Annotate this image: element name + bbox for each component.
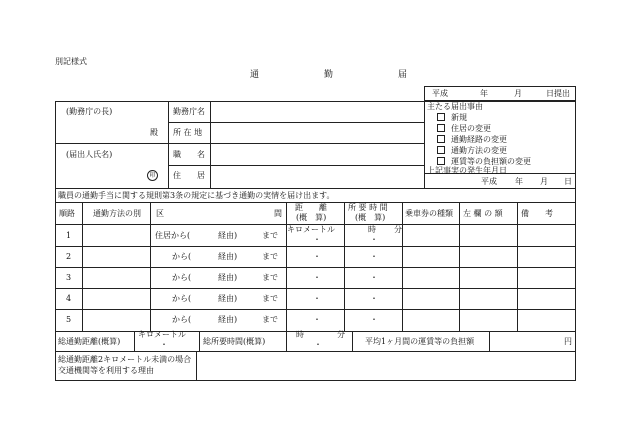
decimal-dot: ・ — [370, 235, 378, 244]
col-remarks: 備 考 — [521, 209, 553, 218]
col-section-right: 間 — [274, 209, 282, 218]
row-route: 経由) — [218, 231, 238, 240]
row-number: 5 — [66, 315, 72, 324]
honorific-label: 殿 — [150, 128, 158, 137]
reason-item[interactable]: 通勤経路の変更 — [437, 135, 507, 145]
fare-label: 平均1ヶ月間の運賃等の負担額 — [365, 337, 475, 346]
row-from: から( — [172, 294, 192, 303]
row-to: まで — [262, 315, 278, 324]
total-distance-label: 総通勤距離(概算) — [58, 337, 121, 346]
occurrence-year: 年 — [515, 177, 523, 186]
decimal-dot: ・ — [370, 294, 378, 303]
decimal-dot: ・ — [370, 273, 378, 282]
occurrence-month: 月 — [540, 177, 548, 186]
reason-input[interactable] — [200, 354, 572, 378]
row-route: 経由) — [218, 273, 238, 282]
checkbox-icon — [437, 146, 445, 154]
checkbox-icon — [437, 135, 445, 143]
form-title: 通 勤 届 — [250, 70, 436, 80]
decimal-dot: ・ — [313, 273, 321, 282]
minute-unit: 分 — [394, 225, 402, 234]
row-route: 経由) — [218, 294, 238, 303]
decimal-dot: ・ — [313, 315, 321, 324]
row-number: 4 — [66, 294, 72, 303]
submission-month: 月 — [514, 89, 522, 98]
reason-item[interactable]: 新規 — [437, 113, 467, 123]
submission-era: 平成 — [432, 89, 448, 98]
statement-text: 職員の通勤手当に関する規則第3条の規定に基づき通勤の実情を届け出ます。 — [58, 191, 335, 200]
row-from: から( — [172, 273, 192, 282]
decimal-dot: ・ — [370, 315, 378, 324]
decimal-dot: ・ — [313, 235, 321, 244]
address-label: 所 在 地 — [173, 128, 203, 137]
col-left-amount: 左 欄 の 額 — [463, 209, 503, 218]
row-number: 3 — [66, 273, 72, 282]
row-to: まで — [262, 273, 278, 282]
total-minute-unit: 分 — [337, 330, 345, 339]
col-distance-bottom: (概 算) — [296, 213, 327, 222]
form-label: 別記様式 — [55, 57, 87, 66]
km-unit: キロメートル — [287, 225, 335, 234]
residence-input[interactable] — [213, 168, 421, 186]
reasons-heading: 主たる届出事由 — [427, 102, 483, 111]
submission-year: 年 — [480, 89, 488, 98]
occurrence-date-heading: 上記事実の発生年月日 — [427, 166, 507, 175]
seal-mark: 印 — [147, 170, 158, 181]
col-time-bottom: (概 算) — [355, 213, 386, 222]
reason-box-line2: 交通機関等を利用する理由 — [58, 366, 154, 375]
row-route: 経由) — [218, 315, 238, 324]
address-input[interactable] — [213, 125, 421, 141]
col-order: 順路 — [59, 209, 75, 218]
row-from: から( — [172, 315, 192, 324]
checkbox-icon — [437, 157, 445, 165]
reason-item[interactable]: 通勤方法の変更 — [437, 146, 507, 156]
decimal-dot: ・ — [313, 252, 321, 261]
decimal-dot: ・ — [160, 340, 168, 349]
position-input[interactable] — [213, 147, 421, 163]
decimal-dot: ・ — [313, 294, 321, 303]
row-number: 1 — [66, 231, 72, 240]
col-time-top: 所 要 時 間 — [348, 203, 388, 212]
col-section-left: 区 — [156, 209, 164, 218]
row-from: 住居から( — [155, 231, 191, 240]
occurrence-day: 日 — [564, 177, 572, 186]
col-distance-top: 距 離 — [295, 203, 327, 212]
hour-unit: 時 — [368, 225, 376, 234]
total-km-unit: キロメートル — [138, 330, 186, 339]
checkbox-icon — [437, 124, 445, 132]
col-ticket: 乗車券の種類 — [405, 209, 453, 218]
decimal-dot: ・ — [370, 252, 378, 261]
agency-name-input[interactable] — [213, 104, 421, 120]
submission-day: 日提出 — [546, 89, 570, 98]
total-time-label: 総所要時間(概算) — [203, 337, 266, 346]
residence-label: 住 居 — [173, 171, 205, 180]
applicant-name-label: (届出人氏名) — [66, 150, 113, 159]
row-to: まで — [262, 231, 278, 240]
checkbox-icon — [437, 113, 445, 121]
reason-item[interactable]: 運賃等の負担額の変更 — [437, 157, 531, 167]
row-number: 2 — [66, 252, 72, 261]
col-method: 通勤方法の別 — [93, 209, 141, 218]
total-hour-unit: 時 — [296, 330, 304, 339]
row-route: 経由) — [218, 252, 238, 261]
yen-unit: 円 — [564, 337, 572, 346]
agency-head-label: (勤務庁の長) — [66, 107, 113, 116]
agency-name-label: 勤務庁名 — [173, 107, 205, 116]
row-to: まで — [262, 294, 278, 303]
row-to: まで — [262, 252, 278, 261]
decimal-dot: ・ — [314, 340, 322, 349]
row-from: から( — [172, 252, 192, 261]
reason-item[interactable]: 住居の変更 — [437, 124, 491, 134]
position-label: 職 名 — [173, 150, 205, 159]
occurrence-era: 平成 — [481, 177, 497, 186]
reason-box-line1: 総通勤距離2キロメートル未満の場合 — [58, 355, 192, 364]
